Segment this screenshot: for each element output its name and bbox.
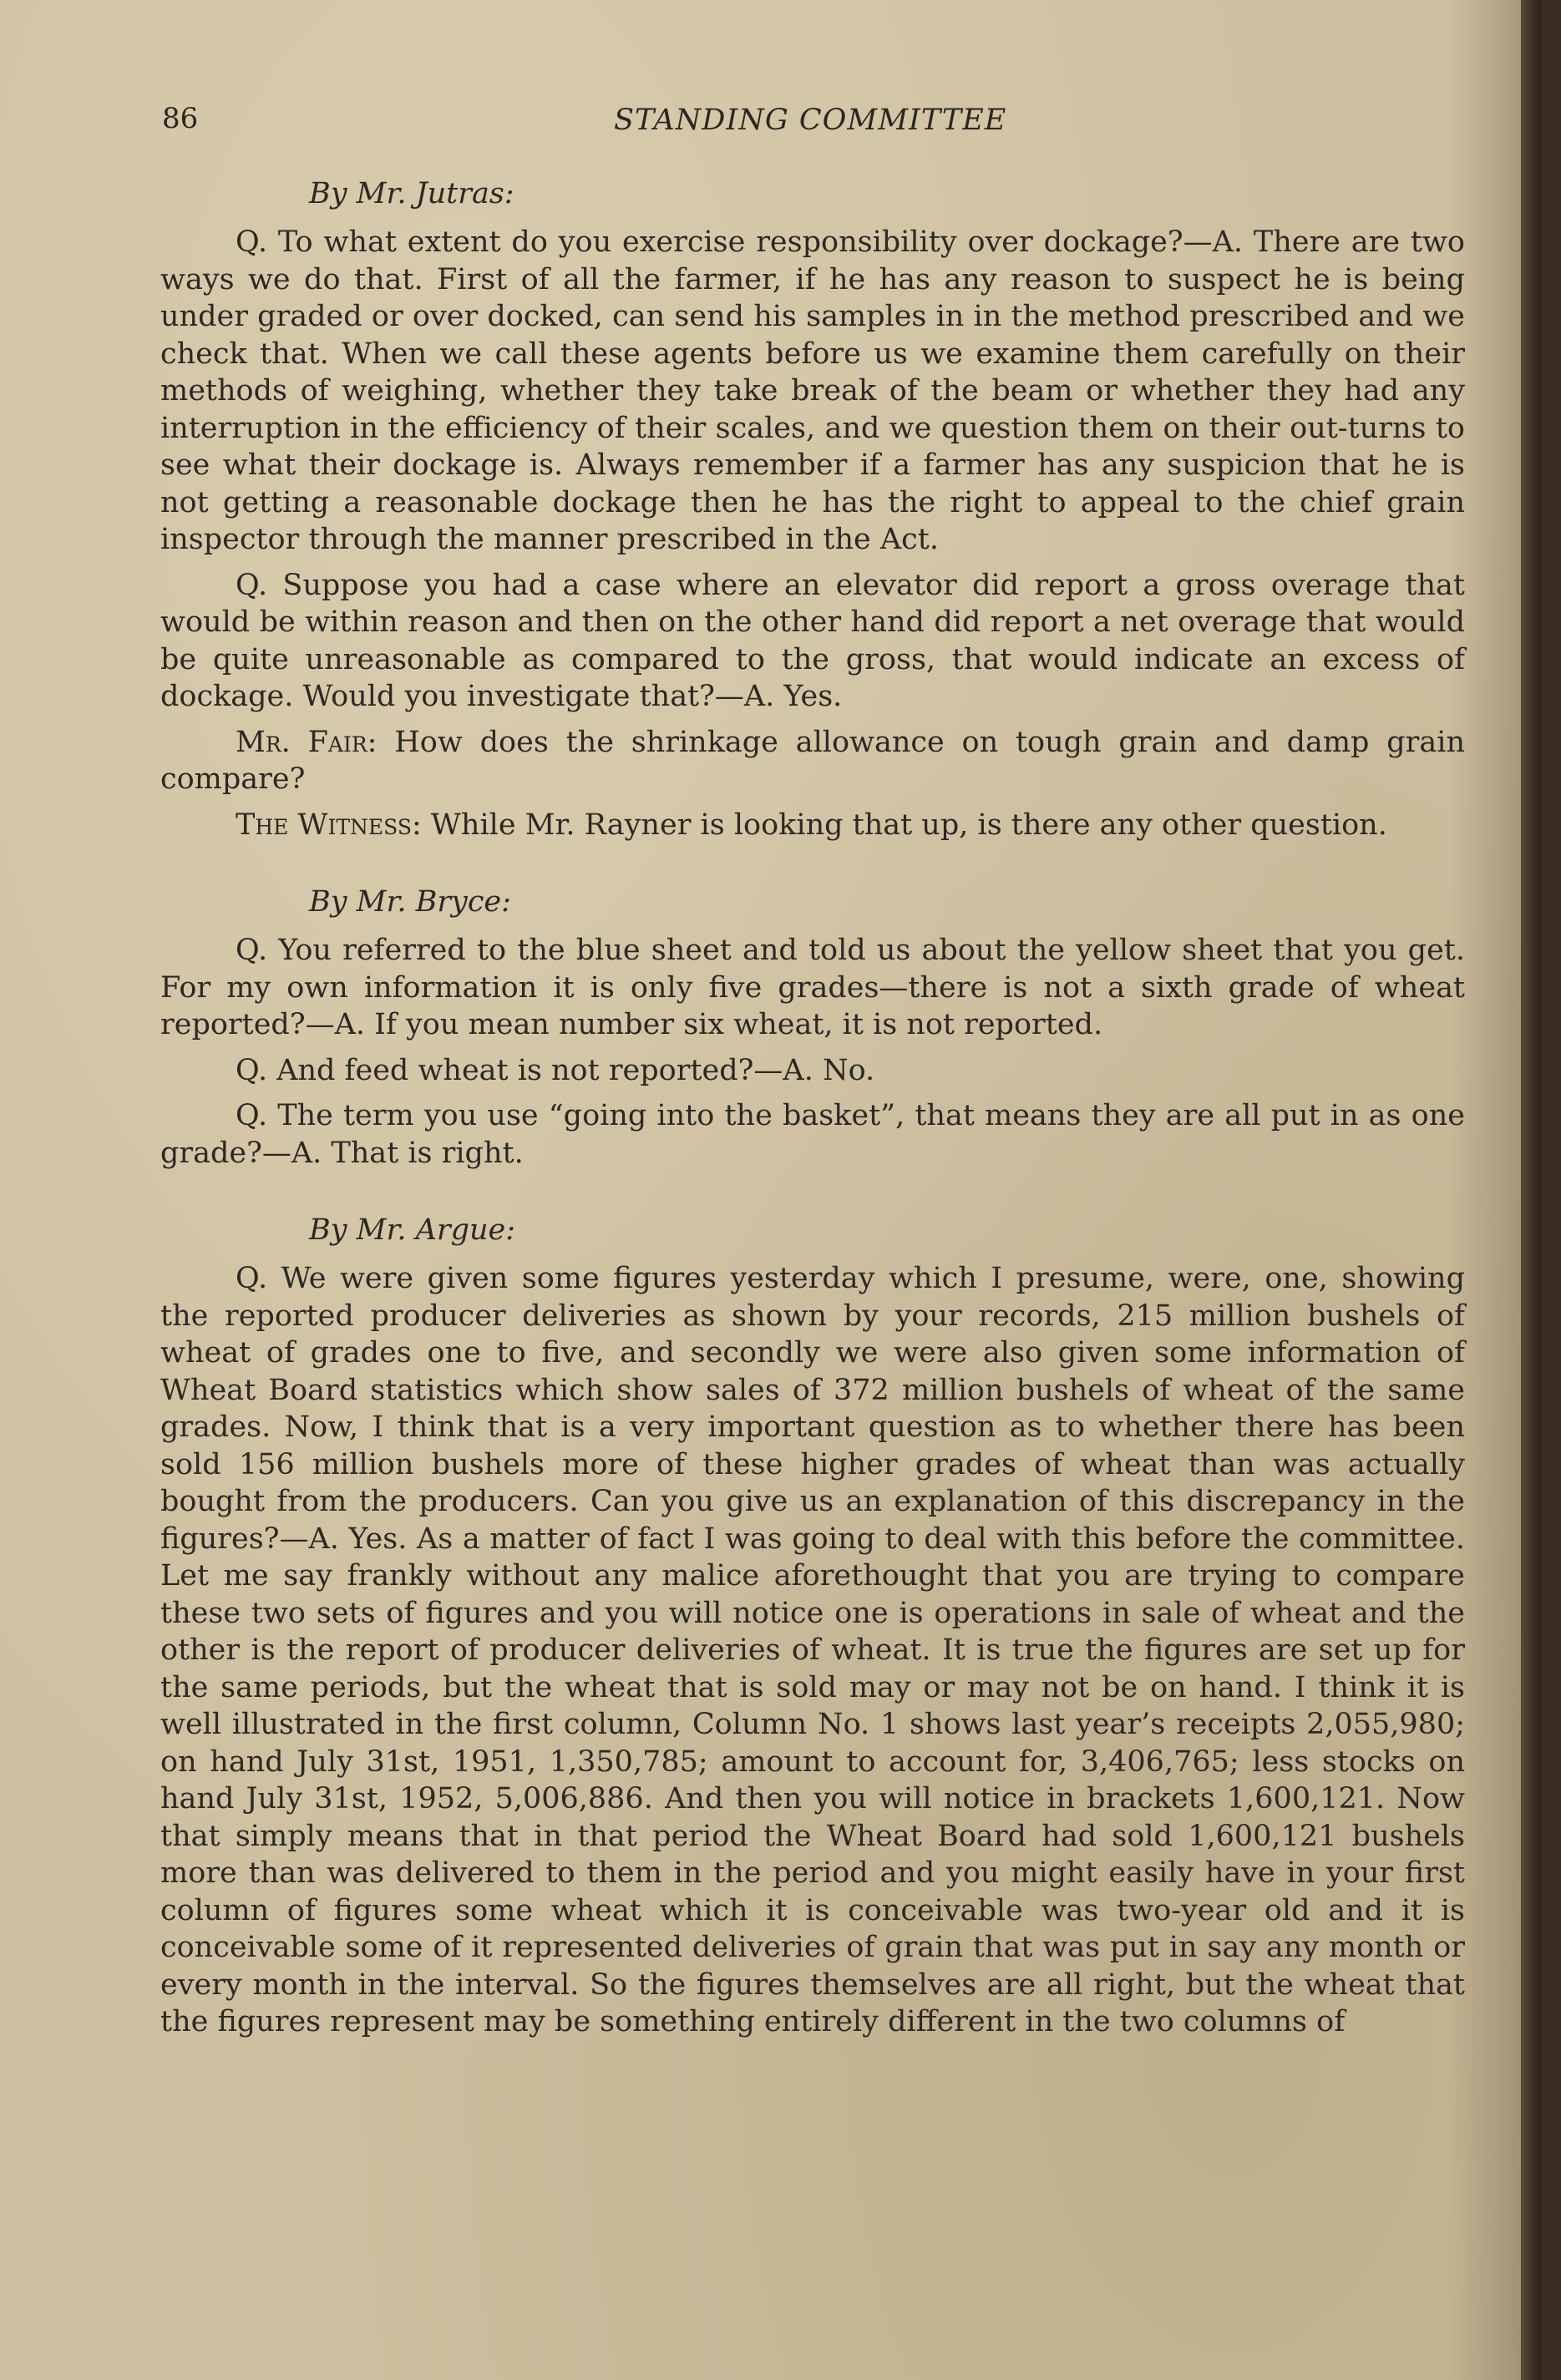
- fair-question: How does the shrinkage allowance on tough grain and damp grain compare?: [160, 725, 1465, 796]
- speaker-name-fair: Mr. Fair:: [236, 725, 378, 759]
- speaker-name-witness: The Witness:: [236, 808, 422, 842]
- speaker-heading-jutras: By Mr. Jutras:: [309, 177, 514, 210]
- paragraph-fair: [160, 724, 1465, 798]
- running-head: STANDING COMMITTEE: [614, 104, 1007, 137]
- page-edge-shadow: [1521, 0, 1541, 2380]
- paragraph: Q. And feed wheat is not reported?—A. No.: [236, 1053, 875, 1087]
- speaker-heading-bryce: By Mr. Bryce:: [309, 885, 511, 919]
- paragraph: Q. You referred to the blue sheet and told us about the yellow sheet that you get. For my own information it is only five grades—there is not a sixth grade of wheat reported?—A. If you mean number six wheat, it is not reported.: [160, 934, 1465, 1041]
- paragraph: Q. We were given some figures yesterday which I presume, were, one, showing the reported producer deliveries as shown by your records, 215 million bushels of wheat of grades one to five, and secondly we were also given some information of Wheat Board statistics which show sales of 372 million bushels of wheat of the same grades. Now, I think that is a very important question as to whether there has been sold 156 million bushels more of these higher grades of wheat than was actually bought from the producers. Can you give us an explanation of this discrepancy in the figures?—A. Yes. As a matter of fact I was going to deal with this before the committee. Let me say frankly without any malice aforethought that you are trying to compare these two sets of figures and you will notice one is operations in sale of wheat and the other is the report of producer deliveries of wheat. It is true the figures are set up for the same periods, but the wheat that is sold may or may not be on hand. I think it is well illustrated in the first column, Column No. 1 shows last year’s receipts 2,055,980; on hand July 31st, 1951, 1,350,785; amount to account for, 3,406,765; less stocks on hand July 31st, 1952, 5,006,886. And then you will notice in brackets 1,600,121. Now that simply means that in that period the Wheat Board had sold 1,600,121 bushels more than was delivered to them in the period and you might easily have in your first column of figures some wheat which it is conceivable was two-year old and it is conceivable some of it represented deliveries of grain that was put in say any month or every month in the interval. So the figures themselves are all right, but the wheat that the figures represent may be something entirely different in the two columns of: [160, 1262, 1465, 2038]
- speaker-heading-argue: By Mr. Argue:: [309, 1213, 516, 1247]
- paragraph-witness: [160, 807, 1465, 844]
- page-number: 86: [162, 102, 199, 135]
- paragraph: Q. Suppose you had a case where an elevator did report a gross overage that would be within reason and then on the other hand did report a net overage that would be quite unreasonable as compared to the gross, that would indicate an excess of dockage. Would you investigate that?—A. Yes.: [160, 568, 1465, 713]
- paragraph: Q. To what extent do you exercise responsibility over dockage?—A. There are two ways we do that. First of all the farmer, if he has any reason to suspect he is being under graded or over docked, can send his samples in in the method prescribed and we check that. When we call these agents before us we examine them carefully on their methods of weighing, whether they take break of the beam or whether they had any interruption in the efficiency of their scales, and we question them on their out-turns to see what their dockage is. Always remember if a farmer has any suspicion that he is not getting a reasonable dockage then he has the right to appeal to the chief grain inspector through the manner prescribed in the Act.: [160, 225, 1465, 556]
- paragraph: Q. The term you use “going into the basket”, that means they are all put in as one grade?—A. That is right.: [160, 1099, 1465, 1170]
- page-body: [160, 175, 1465, 2049]
- witness-statement: While Mr. Rayner is looking that up, is there any other question.: [430, 808, 1387, 842]
